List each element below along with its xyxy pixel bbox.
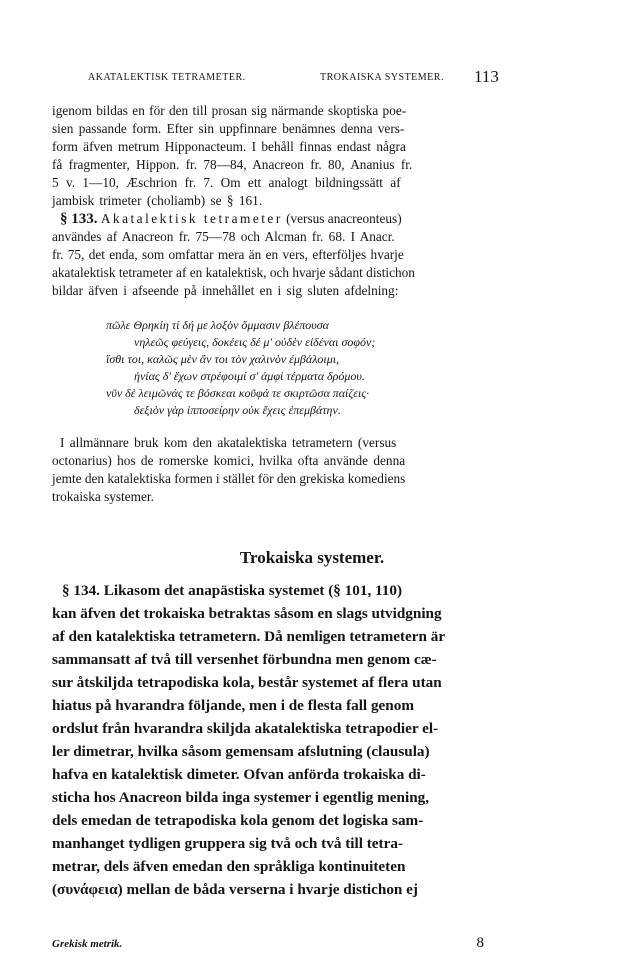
greek-verse-line: νῦν δὲ λειμῶνάς τε βόσκεαι κοῦφά τε σκιρτῶσα παίζεις· [106,386,370,400]
text-line: I allmännare bruk kom den akatalektiska tetrametern (versus [60,435,397,450]
text-line: sticha hos Anacreon bilda inga systemer i egentlig mening, [52,789,430,806]
text-line: trokaiska systemer. [52,489,154,504]
text-line: § 134. Likasom det anapästiska systemet (§ 101, 110) [62,582,403,599]
text-line: manhanget tydligen gruppera sig två och två till tetra- [52,835,403,852]
text-line: (συνάφεια) mellan de båda verserna i hvarje distichon ej [52,881,418,898]
greek-verse-line: ἡνίας δ' ἔχων στρέφοιμί σ' ἀμφὶ τέρματα δρόμου. [134,369,365,383]
header-center: TROKAISKA SYSTEMER. [320,72,444,83]
page-number: 113 [474,67,499,86]
text-line: användes af Anacreon fr. 75—78 och Alcman fr. 68. I Anacr. [52,229,395,244]
text-line: jambisk trimeter (choliamb) se § 161. [52,193,263,208]
text-line: igenom bildas en för den till prosan sig närmande skoptiska poe- [52,103,407,118]
signature-mark: Grekisk metrik. [52,938,123,950]
greek-verse-line: ἴσθι τοι, καλῶς μὲν ἄν τοι τὸν χαλινὸν ἐμβάλοιμι, [106,352,340,366]
greek-verse-line: πῶλε Θρηκίη τί δή με λοξὸν ὄμμασιν βλέπουσα [106,318,329,332]
text-line: akatalektisk tetrameter af en katalektisk, och hvarje sådant distichon [52,265,415,280]
text-line: metrar, dels äfven emedan den språkliga kontinuiteten [52,858,406,875]
text-line: dels emedan de tetrapodiska kola genom det logiska sam- [52,812,424,829]
text-line: sur åtskiljda tetrapodiska kola, består systemet af flera utan [52,674,442,691]
section-number: § 133. [60,211,98,227]
text-line: jemte den katalektiska formen i stället för den grekiska komediens [52,471,406,486]
text-line: ler dimetrar, hvilka såsom gemensam afslutning (clausula) [52,743,430,760]
text-line: få fragmenter, Hippon. fr. 78—84, Anacreon fr. 80, Ananius fr. [52,157,413,172]
section-term: Akatalektisk tetrameter [100,211,283,226]
section-133-line [60,210,402,228]
text-line: hafva en katalektisk dimeter. Ofvan anförda trokaiska di- [52,766,426,783]
text-line: kan äfven det trokaiska betraktas såsom en slags utvidgning [52,605,442,622]
text-line: form äfven metrum Hipponacteum. I behåll finnas endast några [52,139,406,154]
text-line: octonarius) hos de romerske komici, hvilka ofta använde denna [52,453,406,468]
sheet-number: 8 [476,935,484,951]
greek-verse-line: νηλεῶς φεύγεις, δοκέεις δέ μ' οὐδὲν εἰδέναι σοφόν; [134,335,376,349]
text-line: fr. 75, det enda, som omfattar mera än en vers, efterföljes hvarje [52,247,404,262]
text-line: sien passande form. Efter sin uppfinnare benämnes denna vers- [52,121,405,136]
text-line: hiatus på hvarandra följande, men i de flesta fall genom [52,697,414,714]
header-left: AKATALEKTISK TETRAMETER. [88,72,246,83]
text-line: sammansatt af två till versenhet förbundna men genom cæ- [52,651,437,668]
text-line: af den katalektiska tetrametern. Då nemligen tetrametern är [52,628,446,645]
text-line: ordslut från hvarandra skiljda akatalektiska tetrapodier el- [52,720,439,737]
section-heading: Trokaiska systemer. [239,548,385,567]
section-term-note: (versus anacreonteus) [286,211,402,226]
greek-verse-line: δεξιὸν γὰρ ἱπποσείρην οὐκ ἔχεις ἐπεμβάτην. [134,403,341,417]
text-line: bildar äfven i afseende på innehållet en i sig sluten afdelning: [52,283,399,298]
text-line: 5 v. 1—10, Æschrion fr. 7. Om ett analogt bildningssätt af [52,175,401,190]
